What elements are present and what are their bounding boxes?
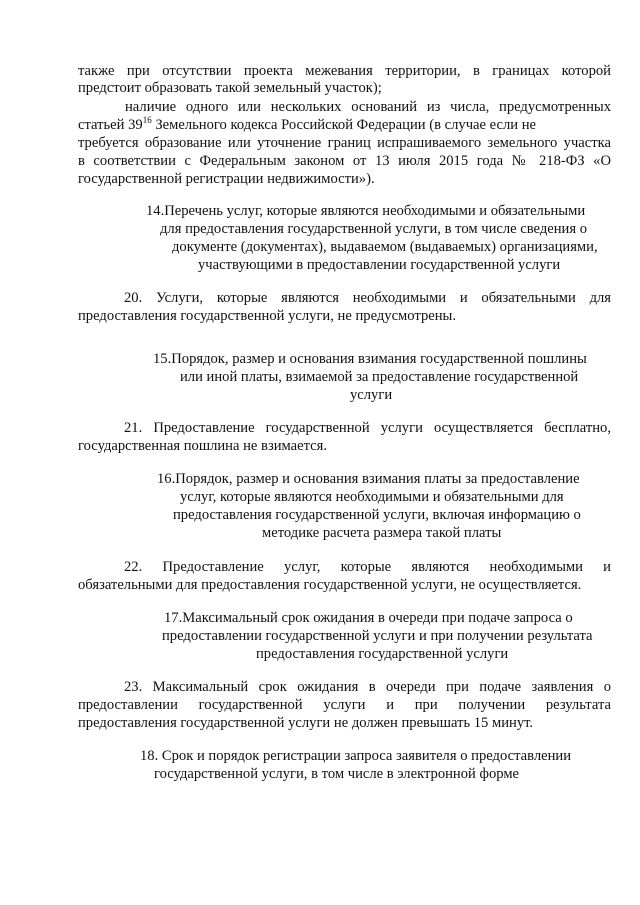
paragraph-23: 23. Максимальный срок ожидания в очереди при подаче заявления о: [124, 679, 611, 695]
section-heading-16: методике расчета размера такой платы: [262, 525, 502, 541]
paragraph-21: 21. Предоставление государственной услуги осуществляется бесплатно,: [124, 420, 611, 436]
section-heading-16: услуг, которые являются необходимыми и обязательными для: [180, 489, 564, 505]
paragraph-line: [78, 117, 611, 134]
section-heading-17: 17.Максимальный срок ожидания в очереди при подаче запроса о: [164, 610, 573, 626]
section-heading-14: 14.Перечень услуг, которые являются необходимыми и обязательными: [146, 203, 586, 219]
paragraph-line: требуется образование или уточнение границ испрашиваемого земельного участка: [78, 135, 611, 151]
paragraph-21: государственная пошлина не взимается.: [78, 438, 327, 454]
paragraph-22: обязательными для предоставления государственной услуги, не осуществляется.: [78, 577, 582, 593]
paragraph-line: наличие одного или нескольких оснований из числа, предусмотренных: [125, 99, 611, 115]
paragraph-line: также при отсутствии проекта межевания территории, в границах которой: [78, 63, 611, 79]
section-heading-16: 16.Порядок, размер и основания взимания платы за предоставление: [157, 471, 580, 487]
paragraph-line: предстоит образовать такой земельный участок);: [78, 80, 382, 96]
paragraph-23: предоставлении государственной услуги и при получении результата: [78, 697, 611, 713]
superscript: 16: [142, 115, 152, 125]
paragraph-20: предоставления государственной услуги, не предусмотрены.: [78, 308, 456, 324]
section-heading-16: предоставления государственной услуги, включая информацию о: [173, 507, 581, 523]
section-heading-15: услуги: [350, 387, 393, 403]
text-fragment: Земельного кодекса Российской Федерации (в случае если не: [151, 117, 536, 133]
paragraph-20: 20. Услуги, которые являются необходимыми и обязательными для: [124, 290, 611, 306]
paragraph-line: в соответствии с Федеральным законом от 13 июля 2015 года № 218-ФЗ «О: [78, 153, 611, 169]
section-heading-14: документе (документах), выдаваемом (выдаваемых) организациями,: [172, 239, 598, 255]
paragraph-line: государственной регистрации недвижимости»).: [78, 171, 375, 187]
section-heading-18: государственной услуги, в том числе в электронной форме: [154, 766, 520, 782]
section-heading-14: для предоставления государственной услуги, в том числе сведения о: [160, 221, 588, 237]
text-fragment: статьей 39: [78, 117, 143, 133]
section-heading-17: предоставления государственной услуги: [256, 646, 509, 662]
paragraph-23: предоставления государственной услуги не должен превышать 15 минут.: [78, 715, 534, 731]
section-heading-17: предоставлении государственной услуги и при получении результата: [162, 628, 593, 644]
section-heading-18: 18. Срок и порядок регистрации запроса заявителя о предоставлении: [140, 748, 572, 764]
paragraph-22: 22. Предоставление услуг, которые являются необходимыми и: [124, 559, 611, 575]
section-heading-15: или иной платы, взимаемой за предоставление государственной: [180, 369, 579, 385]
section-heading-14: участвующими в предоставлении государственной услуги: [198, 257, 561, 273]
section-heading-15: 15.Порядок, размер и основания взимания государственной пошлины: [153, 351, 587, 367]
